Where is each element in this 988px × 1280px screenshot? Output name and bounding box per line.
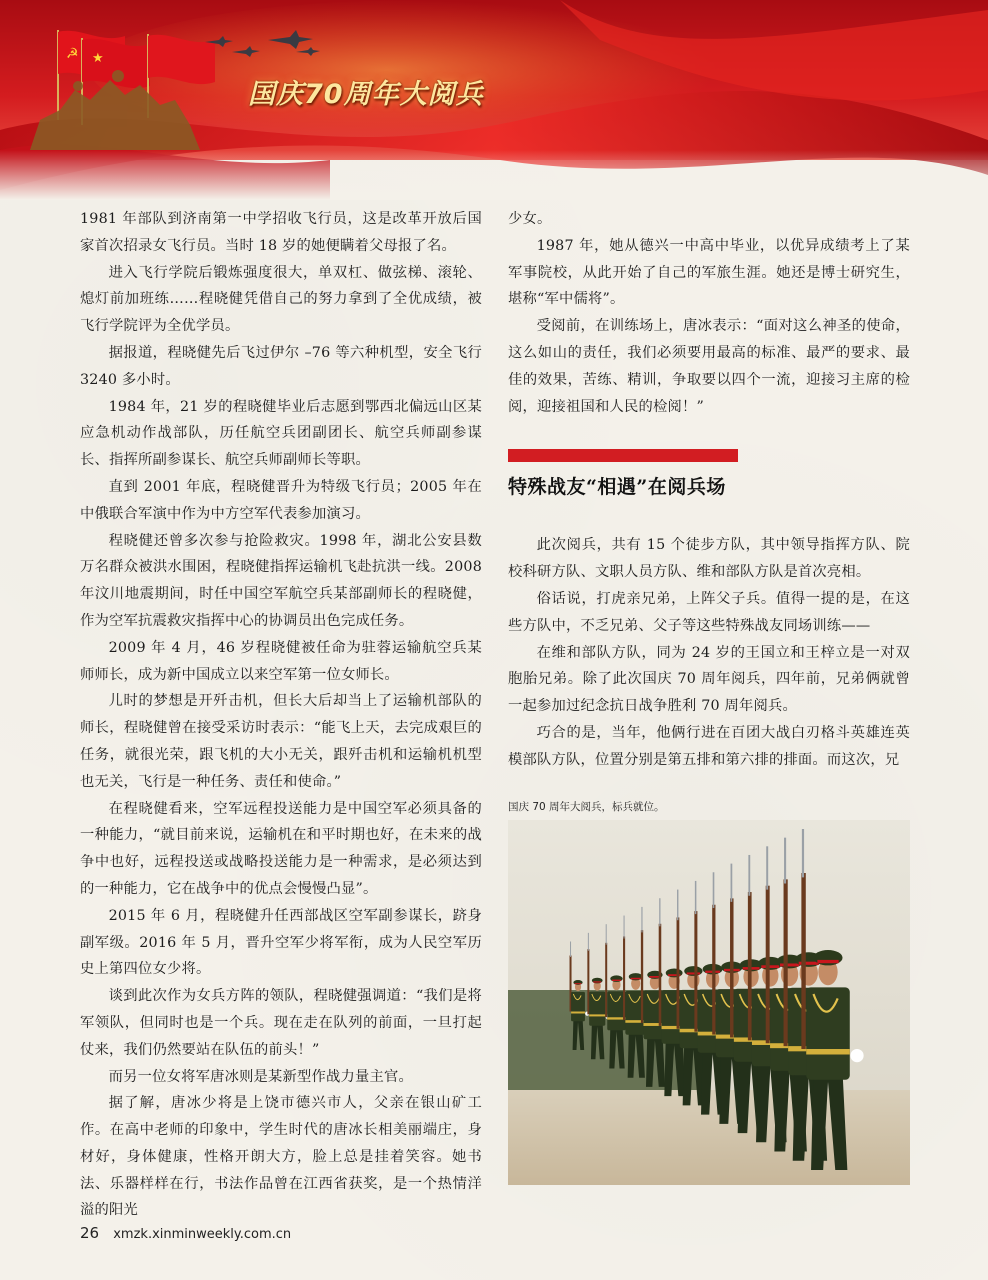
page-footer	[80, 1224, 291, 1242]
section-accent-bar	[508, 449, 738, 462]
website-url: xmzk.xinminweekly.com.cn	[113, 1227, 292, 1242]
paragraph: 2009 年 4 月，46 岁程晓健被任命为驻蓉运输航空兵某师师长，成为新中国成立以来空军第一位女师长。	[80, 639, 482, 683]
paragraph: 在维和部队方队，同为 24 岁的王国立和王梓立是一对双胞胎兄弟。除了此次国庆 70 周年阅兵，四年前，兄弟俩就曾一起参加过纪念抗日战争胜利 70 周年阅兵。	[508, 644, 910, 715]
paragraph: 2015 年 6 月，程晓健升任西部战区空军副参谋长，跻身副军级。2016 年 5 月，晋升空军少将军衔，成为人民空军历史上第四位女少将。	[80, 907, 482, 978]
paragraph: 1984 年，21 岁的程晓健毕业后志愿到鄂西北偏远山区某应急机动作战部队，历任航空兵团副团长、航空兵师副参谋长、指挥所副参谋长、航空兵师副师长等职。	[80, 398, 482, 469]
paragraph: 巧合的是，当年，他俩行进在百团大战白刃格斗英雄连英模部队方队，位置分别是第五排和第六排的排面。而这次，兄	[508, 724, 910, 768]
parade-photo	[508, 820, 910, 1185]
paragraph-continuation: 少女。	[508, 211, 552, 227]
section-heading: 特殊战友“相遇”在阅兵场	[508, 476, 726, 499]
paragraph: 俗话说，打虎亲兄弟，上阵父子兵。值得一提的是，在这些方队中，不乏兄弟、父子等这些特殊战友同场训练——	[508, 590, 910, 634]
paragraph: 受阅前，在训练场上，唐冰表示：“面对这么神圣的使命，这么如山的责任，我们必须要用最高的标准、最严的要求、最佳的效果，苦练、精训，争取要以四个一流，迎接习主席的检阅，迎接祖国和人民的检阅！”	[508, 318, 910, 415]
paragraph: 在程晓健看来，空军远程投送能力是中国空军必须具备的一种能力，“就目前来说，运输机在和平时期也好，在未来的战争中也好，远程投送或战略投送能力是一种需求，是必须达到的一种能力，它在战争中的优点会慢慢凸显”。	[80, 800, 482, 897]
right-text-column	[508, 206, 910, 774]
left-text-column	[80, 206, 482, 1224]
svg-text:☭: ☭	[66, 46, 79, 62]
photo-caption: 国庆 70 周年大阅兵，标兵就位。	[508, 801, 665, 813]
paragraph: 而另一位女将军唐冰则是某新型作战力量主官。	[108, 1068, 414, 1085]
paragraph: 1987 年，她从德兴一中高中毕业，以优异成绩考上了某军事院校，从此开始了自己的军旅生涯。她还是博士研究生，堪称“军中儒将”。	[508, 237, 910, 308]
section-header-title: 国庆70周年大阅兵	[248, 79, 484, 110]
paragraph: 据报道，程晓健先后飞过伊尔 –76 等六种机型，安全飞行 3240 多小时。	[80, 344, 482, 388]
svg-text:★: ★	[92, 51, 104, 66]
paragraph: 1981 年部队到济南第一中学招收飞行员，这是改革开放后国家首次招录女飞行员。当时 18 岁的她便瞒着父母报了名。	[80, 211, 482, 254]
header-banner	[0, 0, 988, 200]
paragraph: 谈到此次作为女兵方阵的领队，程晓健强调道：“我们是将军领队，但同时也是一个兵。现在走在队列的前面，一旦打起仗来，我们仍然要站在队伍的前头！”	[80, 988, 482, 1058]
paragraph: 程晓健还曾多次参与抢险救灾。1998 年，湖北公安县数万名群众被洪水围困，程晓健指挥运输机飞赴抗洪一线。2008 年汶川地震期间，时任中国空军航空兵某部副师长的程晓健，作为空军抗震救灾指挥中心的协调员出色完成任务。	[80, 532, 482, 629]
paragraph: 进入飞行学院后锻炼强度很大，单双杠、做弦梯、滚轮、熄灯前加班练……程晓健凭借自己的努力拿到了全优成绩，被飞行学院评为全优学员。	[80, 264, 482, 335]
soldiers-marching-image	[508, 820, 910, 1185]
section-body	[508, 532, 910, 773]
banner-artwork	[0, 0, 988, 200]
paragraph: 据了解，唐冰少将是上饶市德兴市人，父亲在银山矿工作。在高中老师的印象中，学生时代的唐冰长相美丽端庄，身材好，身体健康，性格开朗大方，脸上总是挂着笑容。她书法、乐器样样在行，书法作品曾在江西省获奖，是一个热情洋溢的阳光	[80, 1095, 482, 1219]
paragraph: 直到 2001 年底，程晓健晋升为特级飞行员；2005 年在中俄联合军演中作为中方空军代表参加演习。	[80, 478, 482, 522]
paragraph: 儿时的梦想是开歼击机，但长大后却当上了运输机部队的师长，程晓健曾在接受采访时表示：“能飞上天，去完成艰巨的任务，就很光荣，跟飞机的大小无关，跟歼击机和运输机机型也无关，飞行是一种任务、责任和使命。”	[80, 693, 482, 790]
page-number: 26	[80, 1224, 100, 1242]
paragraph: 此次阅兵，共有 15 个徒步方队，其中领导指挥方队、院校科研方队、文职人员方队、维和部队方队是首次亮相。	[508, 537, 910, 581]
